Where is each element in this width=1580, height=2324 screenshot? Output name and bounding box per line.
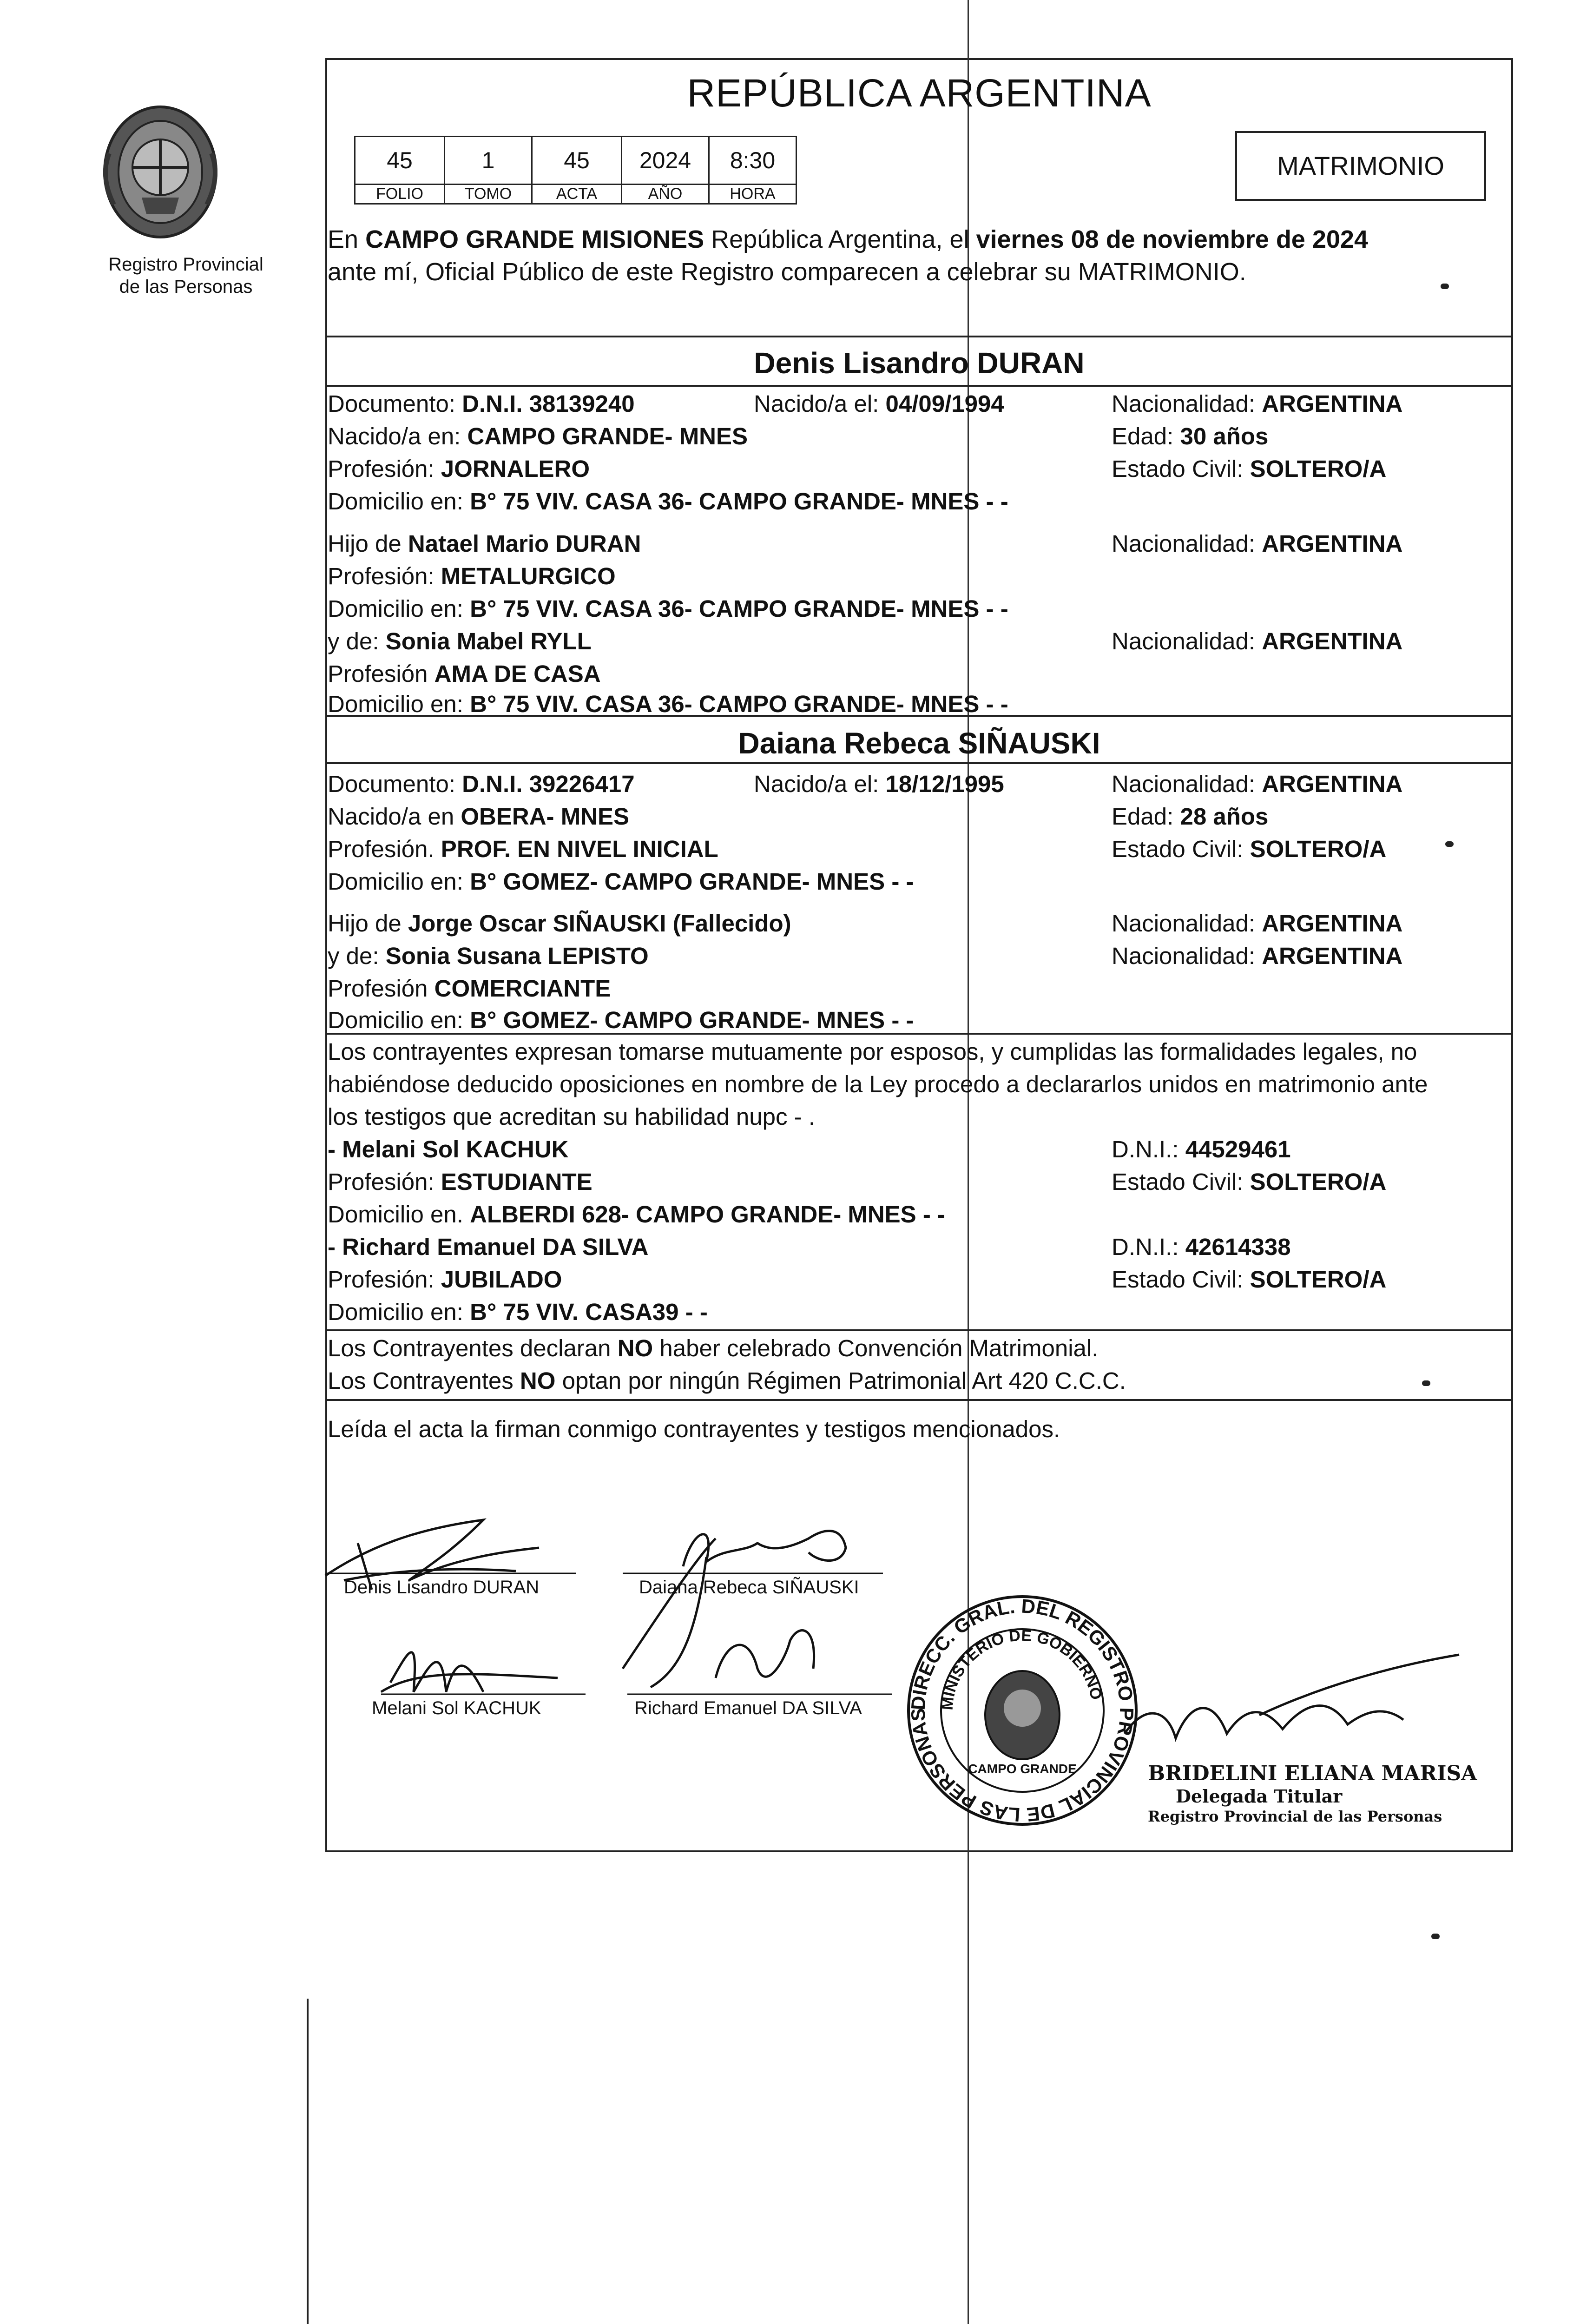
provincial-coat-of-arms-logo	[91, 98, 230, 246]
scan-mark	[1431, 1934, 1440, 1939]
bride-birthdate: Nacido/a el: 18/12/1995	[754, 771, 1004, 797]
regime-line-2: Los Contrayentes NO optan por ningún Régimen Patrimonial Art 420 C.C.C.	[328, 1367, 1126, 1394]
tomo-value: 1	[445, 137, 532, 185]
divider	[325, 336, 1513, 337]
folio-value: 45	[355, 137, 445, 185]
groom-father-nationality: Nacionalidad: ARGENTINA	[1112, 530, 1403, 557]
witness2-signature	[623, 1538, 892, 1694]
groom-father-profession: Profesión: METALURGICO	[328, 563, 616, 589]
groom-mother-profession: Profesión AMA DE CASA	[328, 660, 601, 687]
record-type-box: MATRIMONIO	[1235, 131, 1486, 201]
signatures-area	[297, 1473, 948, 1762]
groom-age: Edad: 30 años	[1112, 423, 1269, 449]
groom-mother: y de: Sonia Mabel RYLL	[328, 628, 592, 654]
witness2-dni: D.N.I.: 42614338	[1112, 1234, 1291, 1260]
bride-nationality: Nacionalidad: ARGENTINA	[1112, 771, 1403, 797]
groom-name-heading: Denis Lisandro DURAN	[754, 346, 1085, 380]
bride-mother: y de: Sonia Susana LEPISTO	[328, 943, 649, 969]
document-title: REPÚBLICA ARGENTINA	[687, 71, 1152, 115]
acta-caption: ACTA	[532, 185, 622, 204]
groom-nationality: Nacionalidad: ARGENTINA	[1112, 390, 1403, 417]
divider	[325, 1329, 1513, 1331]
tomo-caption: TOMO	[445, 185, 532, 204]
bride-age: Edad: 28 años	[1112, 803, 1269, 830]
groom-civil-status: Estado Civil: SOLTERO/A	[1112, 456, 1387, 482]
seal-inner-text: MINISTERIO DE GOBIERNO	[938, 1626, 1106, 1711]
witness1-dni: D.N.I.: 44529461	[1112, 1136, 1291, 1162]
intro-line-2: ante mí, Oficial Público de este Registro comparecen a celebrar su MATRIMONIO.	[328, 258, 1246, 286]
scan-margin-line	[307, 1999, 309, 2324]
declaration-line-1: Los contrayentes expresan tomarse mutuamente por esposos, y cumplidas las formalidades legales, no	[328, 1038, 1417, 1065]
witness2-signature-label: Richard Emanuel DA SILVA	[634, 1698, 862, 1718]
bride-signature	[623, 1531, 883, 1573]
seal-ring-text: DIRECC. GRAL. DEL REGISTRO PROVINCIAL DE LAS PERSONAS	[907, 1595, 1138, 1826]
closing-statement: Leída el acta la firman conmigo contrayentes y testigos mencionados.	[328, 1416, 1060, 1442]
bride-mother-address: Domicilio en: B° GOMEZ- CAMPO GRANDE- MNES - -	[328, 1007, 914, 1033]
bride-mother-profession: Profesión COMERCIANTE	[328, 975, 611, 1002]
witness1-signature-label: Melani Sol KACHUK	[372, 1698, 541, 1718]
declaration-line-2: habiéndose deducido oposiciones en nombre de la Ley procedo a declararlos unidos en matrimonio ante	[328, 1071, 1428, 1097]
ano-value: 2024	[622, 137, 709, 185]
groom-mother-address: Domicilio en: B° 75 VIV. CASA 36- CAMPO GRANDE- MNES - -	[328, 691, 1008, 717]
groom-birthdate: Nacido/a el: 04/09/1994	[754, 390, 1004, 417]
acta-value: 45	[532, 137, 622, 185]
groom-signature-label: Denis Lisandro DURAN	[344, 1577, 540, 1598]
bride-signature-label: Daiana Rebeca SIÑAUSKI	[639, 1577, 859, 1598]
delegate-signature	[1106, 1650, 1478, 1766]
folio-caption: FOLIO	[355, 185, 445, 204]
bride-father-nationality: Nacionalidad: ARGENTINA	[1112, 910, 1403, 937]
scan-mark	[1445, 841, 1454, 847]
groom-address: Domicilio en: B° 75 VIV. CASA 36- CAMPO GRANDE- MNES - -	[328, 488, 1008, 515]
bride-name-heading: Daiana Rebeca SIÑAUSKI	[738, 726, 1100, 760]
witness2-civil-status: Estado Civil: SOLTERO/A	[1112, 1266, 1387, 1293]
witness1-profession: Profesión: ESTUDIANTE	[328, 1169, 592, 1195]
record-reference-table	[354, 136, 797, 205]
registry-label: Registro Provincial de las Personas	[108, 254, 263, 297]
declaration-line-3: los testigos que acreditan su habilidad nupc - .	[328, 1103, 815, 1130]
intro-line-1: En CAMPO GRANDE MISIONES República Argentina, el viernes 08 de noviembre de 2024	[328, 225, 1368, 253]
hora-caption: HORA	[709, 185, 797, 204]
delegate-stamp: BRIDELINI ELIANA MARISA Delegada Titular Registro Provincial de las Personas	[1148, 1762, 1477, 1825]
groom-document: Documento: D.N.I. 38139240	[328, 390, 635, 417]
divider	[325, 1399, 1513, 1401]
bride-profession: Profesión. PROF. EN NIVEL INICIAL	[328, 836, 718, 862]
hora-value: 8:30	[709, 137, 797, 185]
witness2-profession: Profesión: JUBILADO	[328, 1266, 562, 1293]
bride-mother-nationality: Nacionalidad: ARGENTINA	[1112, 943, 1403, 969]
bride-father: Hijo de Jorge Oscar SIÑAUSKI (Fallecido)	[328, 910, 791, 937]
witness1-address: Domicilio en. ALBERDI 628- CAMPO GRANDE- MNES - -	[328, 1201, 945, 1228]
groom-father-address: Domicilio en: B° 75 VIV. CASA 36- CAMPO GRANDE- MNES - -	[328, 595, 1008, 622]
groom-father: Hijo de Natael Mario DURAN	[328, 530, 641, 557]
divider	[325, 385, 1513, 387]
groom-profession: Profesión: JORNALERO	[328, 456, 590, 482]
ano-caption: AÑO	[622, 185, 709, 204]
groom-mother-nationality: Nacionalidad: ARGENTINA	[1112, 628, 1403, 654]
bride-address: Domicilio en: B° GOMEZ- CAMPO GRANDE- MNES - -	[328, 868, 914, 895]
witness1-signature	[381, 1652, 586, 1694]
regime-line-1: Los Contrayentes declaran NO haber celebrado Convención Matrimonial.	[328, 1335, 1099, 1361]
witness2-address: Domicilio en: B° 75 VIV. CASA39 - -	[328, 1299, 708, 1325]
seal-bottom-text: CAMPO GRANDE	[968, 1762, 1077, 1776]
groom-birthplace: Nacido/a en: CAMPO GRANDE- MNES	[328, 423, 748, 449]
witness2-name: - Richard Emanuel DA SILVA	[328, 1234, 649, 1260]
bride-birthplace: Nacido/a en OBERA- MNES	[328, 803, 630, 830]
scan-mark	[1422, 1380, 1430, 1386]
bride-civil-status: Estado Civil: SOLTERO/A	[1112, 836, 1387, 862]
scan-mark	[1441, 284, 1449, 289]
witness1-name: - Melani Sol KACHUK	[328, 1136, 569, 1162]
bride-document: Documento: D.N.I. 39226417	[328, 771, 635, 797]
witness1-civil-status: Estado Civil: SOLTERO/A	[1112, 1169, 1387, 1195]
